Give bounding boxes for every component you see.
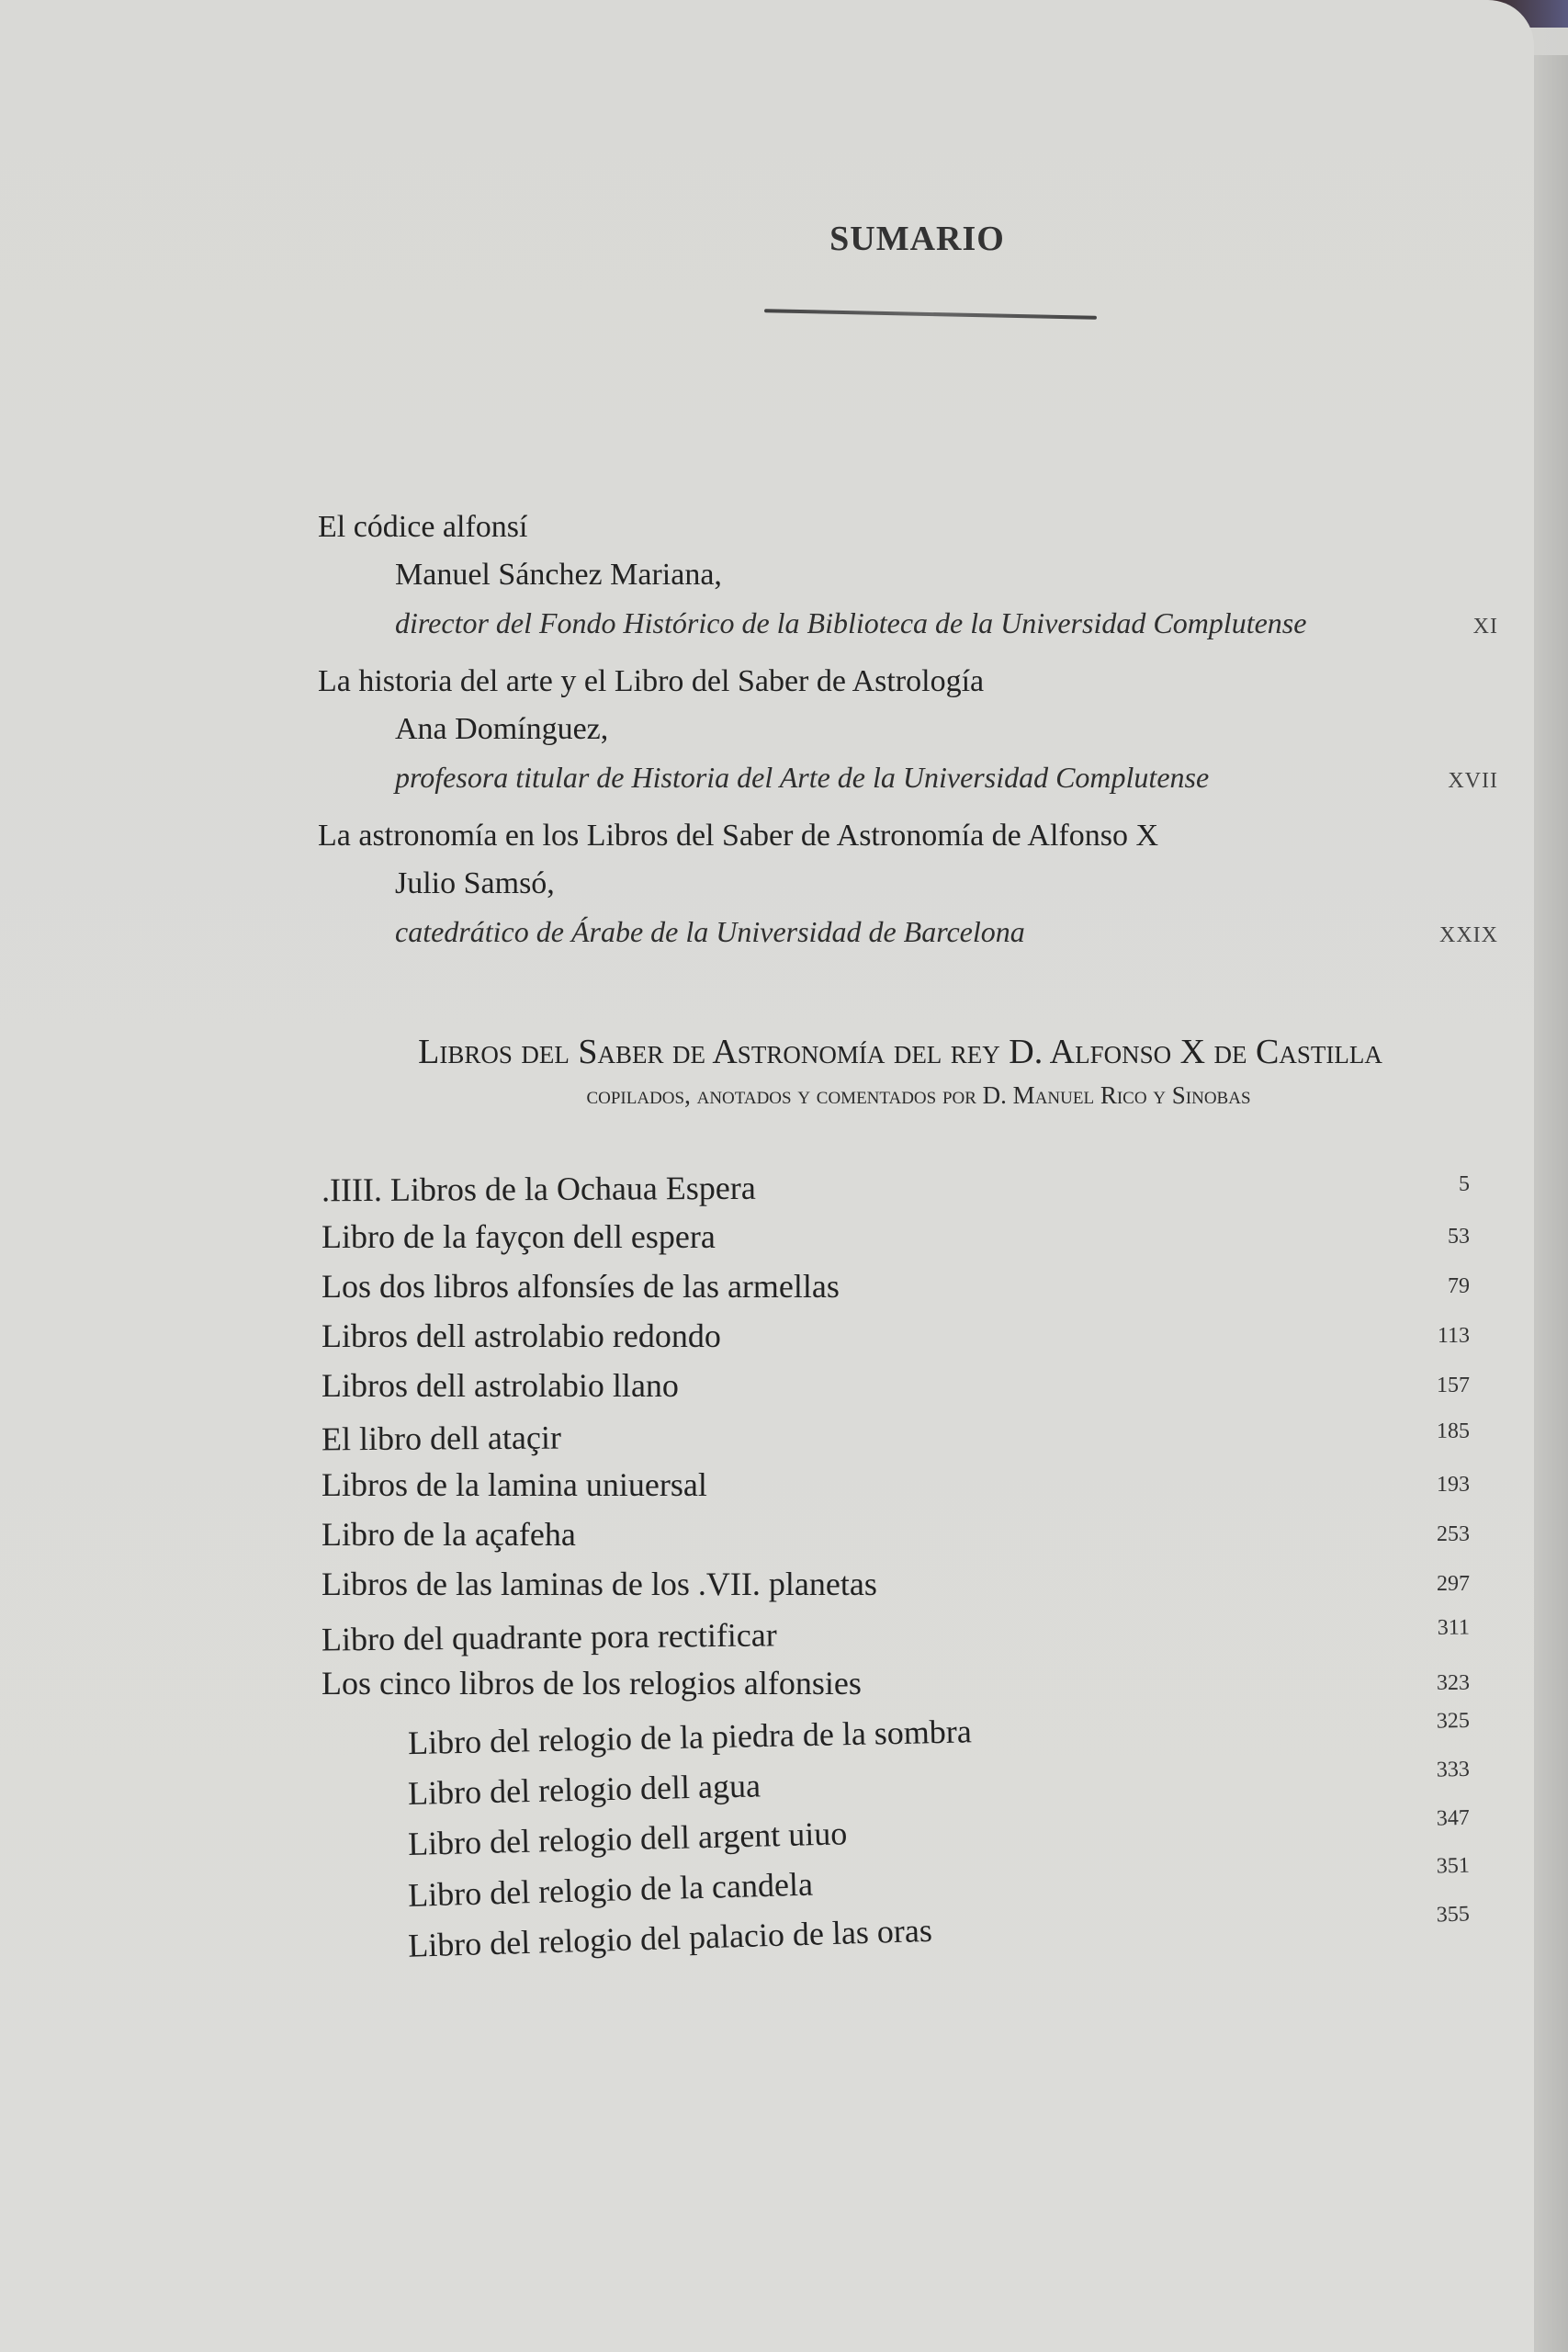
toc-label: Libro del relogio de la piedra de la sombra [407,1713,973,1762]
essay-entry [318,812,1498,956]
toc-page-number: 53 [1448,1225,1470,1249]
toc-label: Libro del relogio del palacio de las oras [407,1911,933,1964]
essay-author: Ana Domínguez, [395,712,609,746]
toc-page-number: 333 [1436,1757,1471,1782]
essay-entry [318,658,1498,801]
essay-page-number: XXIX [1439,923,1498,947]
toc-item [321,1510,1470,1559]
toc-page-number: 253 [1437,1522,1470,1546]
essay-role: director del Fondo Histórico de la Biblioteca de la Universidad Complutense [395,606,1307,639]
essay-entry [318,503,1498,647]
toc-page-number: 351 [1436,1853,1471,1879]
toc-label: Libro del quadrante pora rectificar [321,1616,777,1658]
toc-page-number: 113 [1437,1324,1470,1348]
toc-item [321,1602,1470,1664]
toc-item [321,1559,1470,1609]
toc-label: Los cinco libros de los relogios alfonsies [321,1665,862,1702]
toc-label: Libro de la fayçon dell espera [321,1218,716,1255]
essay-page-number: XVII [1448,769,1498,793]
toc-item [321,1261,1470,1311]
toc-page-number: 5 [1458,1171,1471,1196]
toc-label: El libro dell ataçir [321,1419,562,1458]
toc-label: Libros de la lamina uniuersal [321,1466,707,1503]
toc-page-number: 323 [1437,1671,1470,1695]
essay-role: catedrático de Árabe de la Universidad de Barcelona [395,915,1025,948]
toc-page-number: 185 [1436,1419,1471,1443]
toc-item [321,1460,1470,1510]
toc-item [321,1159,1470,1216]
toc-page-number: 355 [1436,1902,1471,1928]
section-subheading: copilados, anotados y comentados por D. Manuel Rico y Sinobas [586,1081,1251,1109]
title-rule [764,309,1097,320]
essay-author: Manuel Sánchez Mariana, [395,558,722,592]
essay-title: La historia del arte y el Libro del Saber de Astrología [318,664,985,698]
toc-item [321,1212,1470,1261]
toc-label: Libros dell astrolabio redondo [321,1317,721,1354]
essay-role: profesora titular de Historia del Arte de la Universidad Complutense [395,761,1210,794]
toc-label: Libro del relogio de la candela [407,1865,814,1914]
essay-page-number: XI [1472,615,1498,639]
toc-label: Libros de las laminas de los .VII. planetas [321,1566,877,1602]
table-of-contents [321,1162,1471,1964]
toc-label: Libro de la açafeha [321,1516,576,1553]
section-heading: Libros del Saber de Astronomía del rey D. Alfonso X de Castilla [418,1033,1382,1071]
toc-item [321,1311,1470,1361]
essay-title: El códice alfonsí [318,510,528,544]
toc-page-number: 325 [1436,1708,1471,1734]
toc-label: .IIII. Libros de la Ochaua Espera [321,1169,756,1209]
toc-label: Libros dell astrolabio llano [321,1367,679,1404]
page-edge [1531,55,1568,2352]
essays-list [318,503,1498,956]
toc-page-number: 79 [1448,1274,1470,1298]
page-title: SUMARIO [829,220,1005,258]
toc-page-number: 157 [1437,1374,1470,1397]
toc-page-number: 297 [1437,1572,1470,1596]
toc-item [321,1407,1470,1464]
toc-page-number: 193 [1437,1473,1470,1497]
essay-title: La astronomía en los Libros del Saber de Astronomía de Alfonso X [318,819,1158,853]
toc-page-number: 311 [1437,1615,1471,1640]
toc-label: Libro del relogio dell agua [407,1767,761,1813]
toc-page-number: 347 [1436,1805,1471,1831]
toc-item [321,1361,1470,1410]
toc-label: Libro del relogio dell argent uiuo [407,1815,848,1862]
toc-label: Los dos libros alfonsíes de las armellas [321,1268,840,1305]
essay-author: Julio Samsó, [395,866,555,900]
